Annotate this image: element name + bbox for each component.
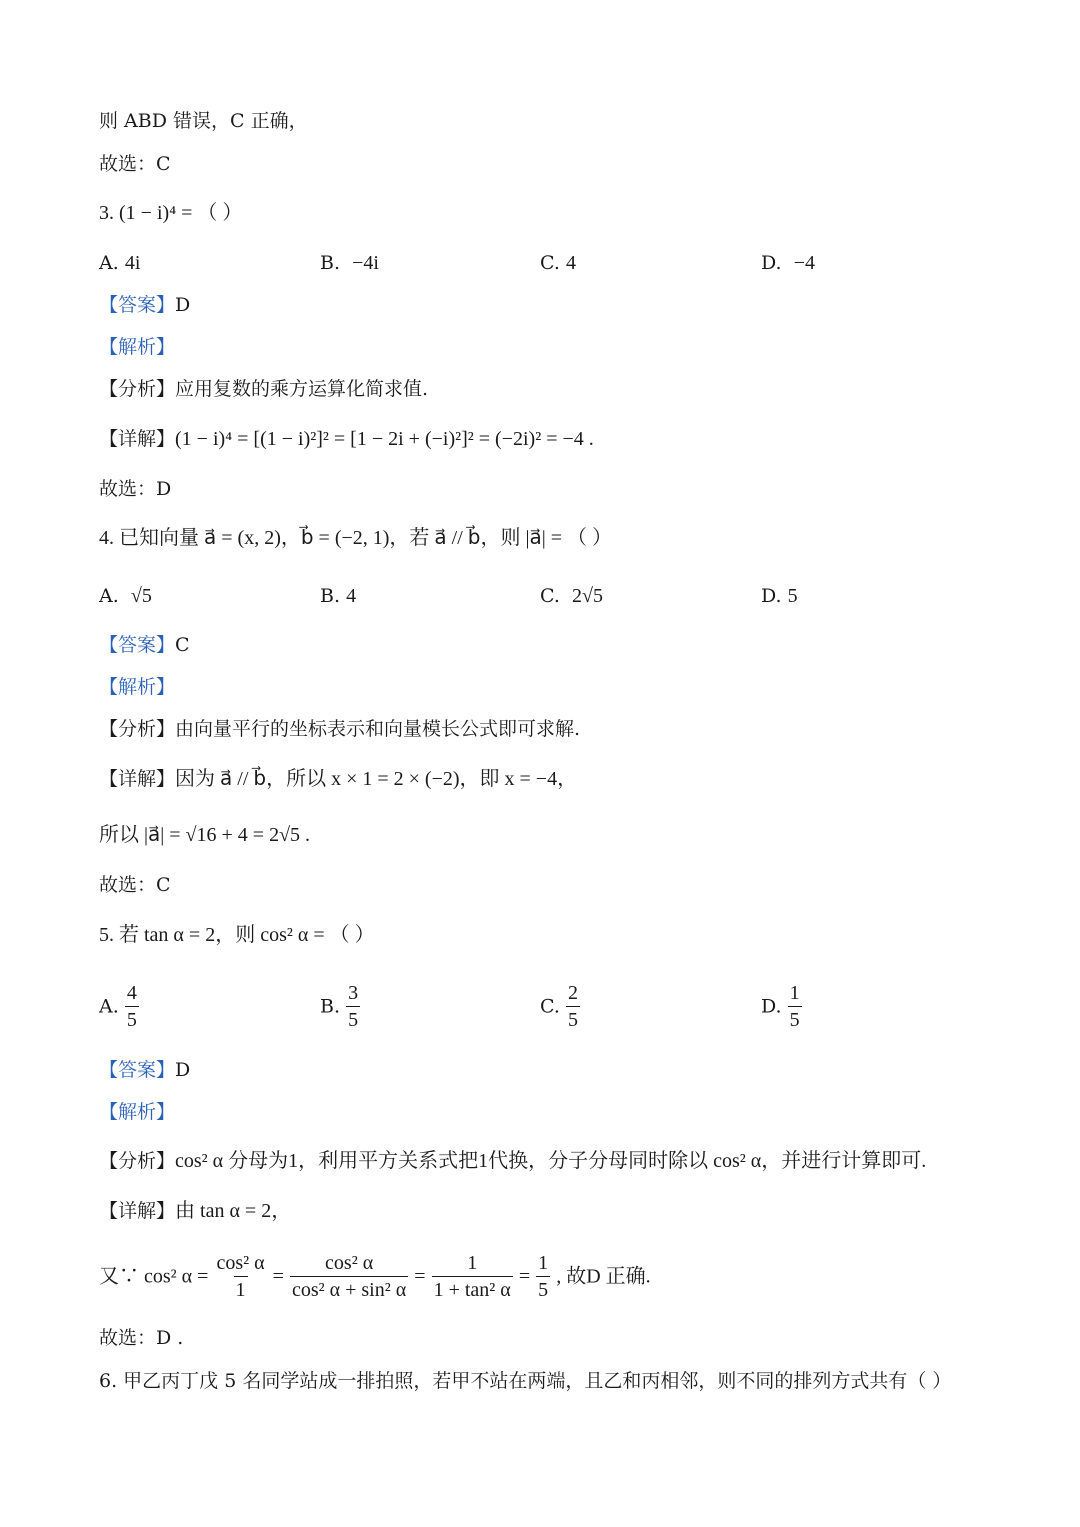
q3-selection: 故选：D	[99, 478, 172, 500]
q5-detail-2: 又∵ cos² α = $\frac{\text{cos² α}}{1}$ = $\frac{\text{cos² α}}{\text{cos² α + sin² α}}$ = $\frac{1}{\text{1 + tan² α}}$ = $\frac{1}{5}$ , 故D 正确.	[99, 1252, 651, 1301]
q5-option-c: C. $\frac{2}{5}$	[540, 982, 578, 1031]
question-4-stem: 4. 已知向量 a⃗ = (x, 2)，b⃗ = (−2, 1)，若 a⃗ // b⃗，则 |a⃗| = （ ）	[99, 527, 613, 549]
question-5-stem: 5. 若 tan α = 2，则 cos² α = （ ）	[99, 924, 375, 946]
q4-option-b: B. 4	[320, 585, 357, 607]
q4-option-a: A. √5	[99, 585, 152, 607]
q3-option-a: A. 4i	[99, 252, 141, 274]
q4-detail-2: 所以 |a⃗| = √16 + 4 = 2√5 .	[99, 824, 311, 846]
text-line: 则 ABD 错误，C 正确，	[99, 110, 308, 132]
q4-option-c: C. 2√5	[540, 585, 603, 607]
q4-option-d: D. 5	[761, 585, 798, 607]
q5-option-b: B. $\frac{3}{5}$	[320, 982, 359, 1031]
q3-option-c: C. 4	[540, 252, 576, 274]
q4-answer: 【答案】C	[99, 634, 190, 656]
q3-jiexi-heading: 【解析】	[99, 336, 176, 358]
q4-analysis: 【分析】由向量平行的坐标表示和向量模长公式即可求解.	[99, 718, 581, 740]
q5-jiexi-heading: 【解析】	[99, 1101, 176, 1123]
q3-answer: 【答案】D	[99, 294, 191, 316]
q3-option-b: B. −4i	[320, 252, 379, 274]
question-3-stem: 3. (1 − i)⁴ = （ ）	[99, 202, 243, 224]
q5-selection: 故选：D .	[99, 1327, 184, 1349]
q5-option-d: D. $\frac{1}{5}$	[761, 982, 800, 1031]
q3-detail: 【详解】(1 − i)⁴ = [(1 − i)²]² = [1 − 2i + (−i)²]² = (−2i)² = −4 .	[99, 428, 594, 450]
q5-option-a: A. $\frac{4}{5}$	[99, 982, 137, 1031]
question-6-stem: 6. 甲乙丙丁戊 5 名同学站成一排拍照，若甲不站在两端，且乙和丙相邻，则不同的排列方式共有（ ）	[99, 1370, 952, 1392]
q5-detail: 【详解】由 tan α = 2，	[99, 1200, 292, 1222]
q5-analysis: 【分析】cos² α 分母为1，利用平方关系式把1代换，分子分母同时除以 cos² α，并进行计算即可.	[99, 1150, 927, 1172]
q5-answer: 【答案】D	[99, 1059, 191, 1081]
q3-option-d: D. −4	[761, 252, 815, 274]
q4-detail: 【详解】因为 a⃗ // b⃗，所以 x × 1 = 2 × (−2)，即 x = −4，	[99, 768, 578, 790]
text-line: 故选：C	[99, 153, 171, 175]
q3-analysis: 【分析】应用复数的乘方运算化简求值.	[99, 378, 429, 400]
q4-jiexi-heading: 【解析】	[99, 676, 176, 698]
q4-selection: 故选：C	[99, 874, 171, 896]
